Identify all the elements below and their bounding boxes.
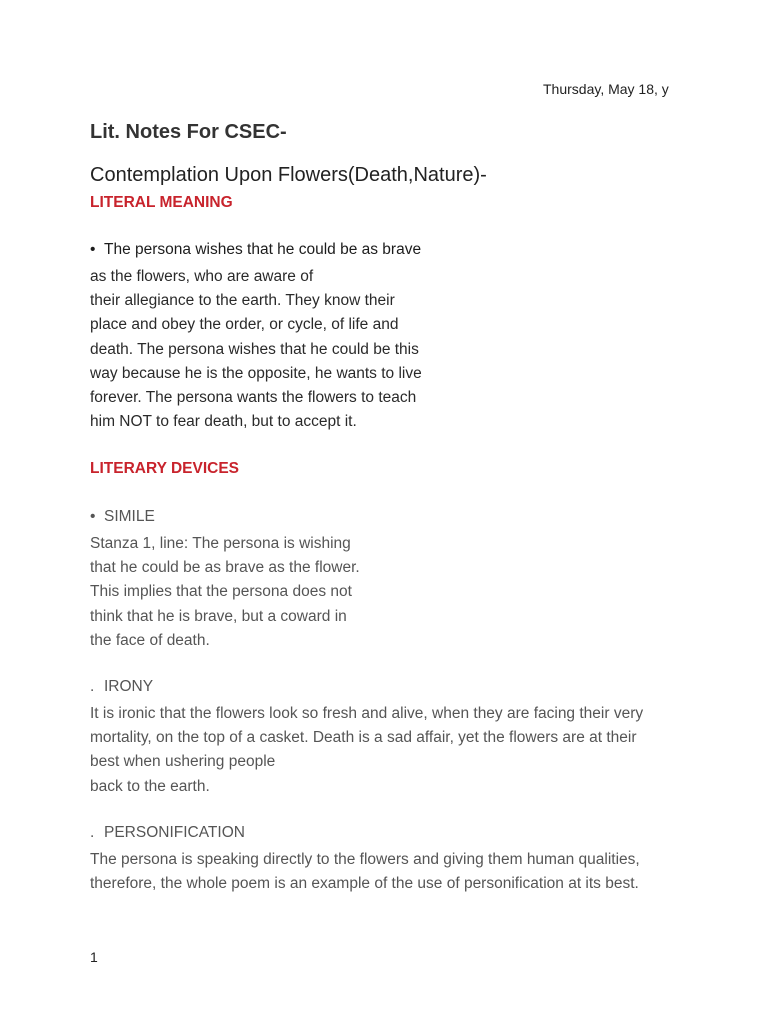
paragraph-line: their allegiance to the earth. They know their <box>90 292 395 310</box>
bullet-icon: . <box>90 824 95 841</box>
paragraph-line: mortality, on the top of a casket. Death is a sad affair, yet the flowers are at their <box>90 729 637 747</box>
personification-label: PERSONIFICATION <box>104 824 245 841</box>
paragraph-line: way because he is the opposite, he wants to live <box>90 364 422 382</box>
personification-paragraph <box>90 848 640 896</box>
paragraph-line: best when ushering people <box>90 753 276 771</box>
paragraph-line: him NOT to fear death, but to accept it. <box>90 413 357 431</box>
literal-meaning-heading: LITERAL MEANING <box>90 194 233 211</box>
bullet-icon: • <box>90 241 96 258</box>
simile-item <box>90 508 155 526</box>
literal-meaning-first-line <box>90 241 421 259</box>
paragraph-line: death. The persona wishes that he could be this <box>90 340 419 358</box>
paragraph-line: The persona is speaking directly to the flowers and giving them human qualities, <box>90 851 640 868</box>
paragraph-line: the face of death. <box>90 631 210 649</box>
page-number: 1 <box>90 949 98 965</box>
literal-meaning-paragraph <box>90 265 422 434</box>
paragraph-line: forever. The persona wants the flowers to teach <box>90 388 417 406</box>
bullet-icon: • <box>90 508 96 525</box>
irony-item <box>90 678 153 696</box>
literary-devices-heading: LITERARY DEVICES <box>90 460 239 477</box>
literal-meaning-text: The persona wishes that he could be as brave <box>104 241 422 258</box>
paragraph-line: This implies that the persona does not <box>90 583 352 601</box>
document-date: Thursday, May 18, y <box>543 81 669 97</box>
simile-label: SIMILE <box>104 508 155 525</box>
irony-label: IRONY <box>104 678 154 695</box>
paragraph-line: therefore, the whole poem is an example of the use of personification at its best. <box>90 875 639 893</box>
personification-item <box>90 824 245 842</box>
paragraph-line: back to the earth. <box>90 777 210 795</box>
bullet-icon: . <box>90 678 95 695</box>
irony-paragraph <box>90 702 643 799</box>
paragraph-line: place and obey the order, or cycle, of life and <box>90 316 399 334</box>
paragraph-line: that he could be as brave as the flower. <box>90 559 360 577</box>
poem-title: Contemplation Upon Flowers(Death,Nature)- <box>90 164 487 186</box>
paragraph-line: think that he is brave, but a coward in <box>90 607 347 625</box>
paragraph-line: It is ironic that the flowers look so fresh and alive, when they are facing their very <box>90 705 644 722</box>
document-title: Lit. Notes For CSEC- <box>90 121 287 143</box>
paragraph-line: as the flowers, who are aware of <box>90 268 314 285</box>
simile-paragraph <box>90 532 360 653</box>
paragraph-line: Stanza 1, line: The persona is wishing <box>90 535 351 552</box>
